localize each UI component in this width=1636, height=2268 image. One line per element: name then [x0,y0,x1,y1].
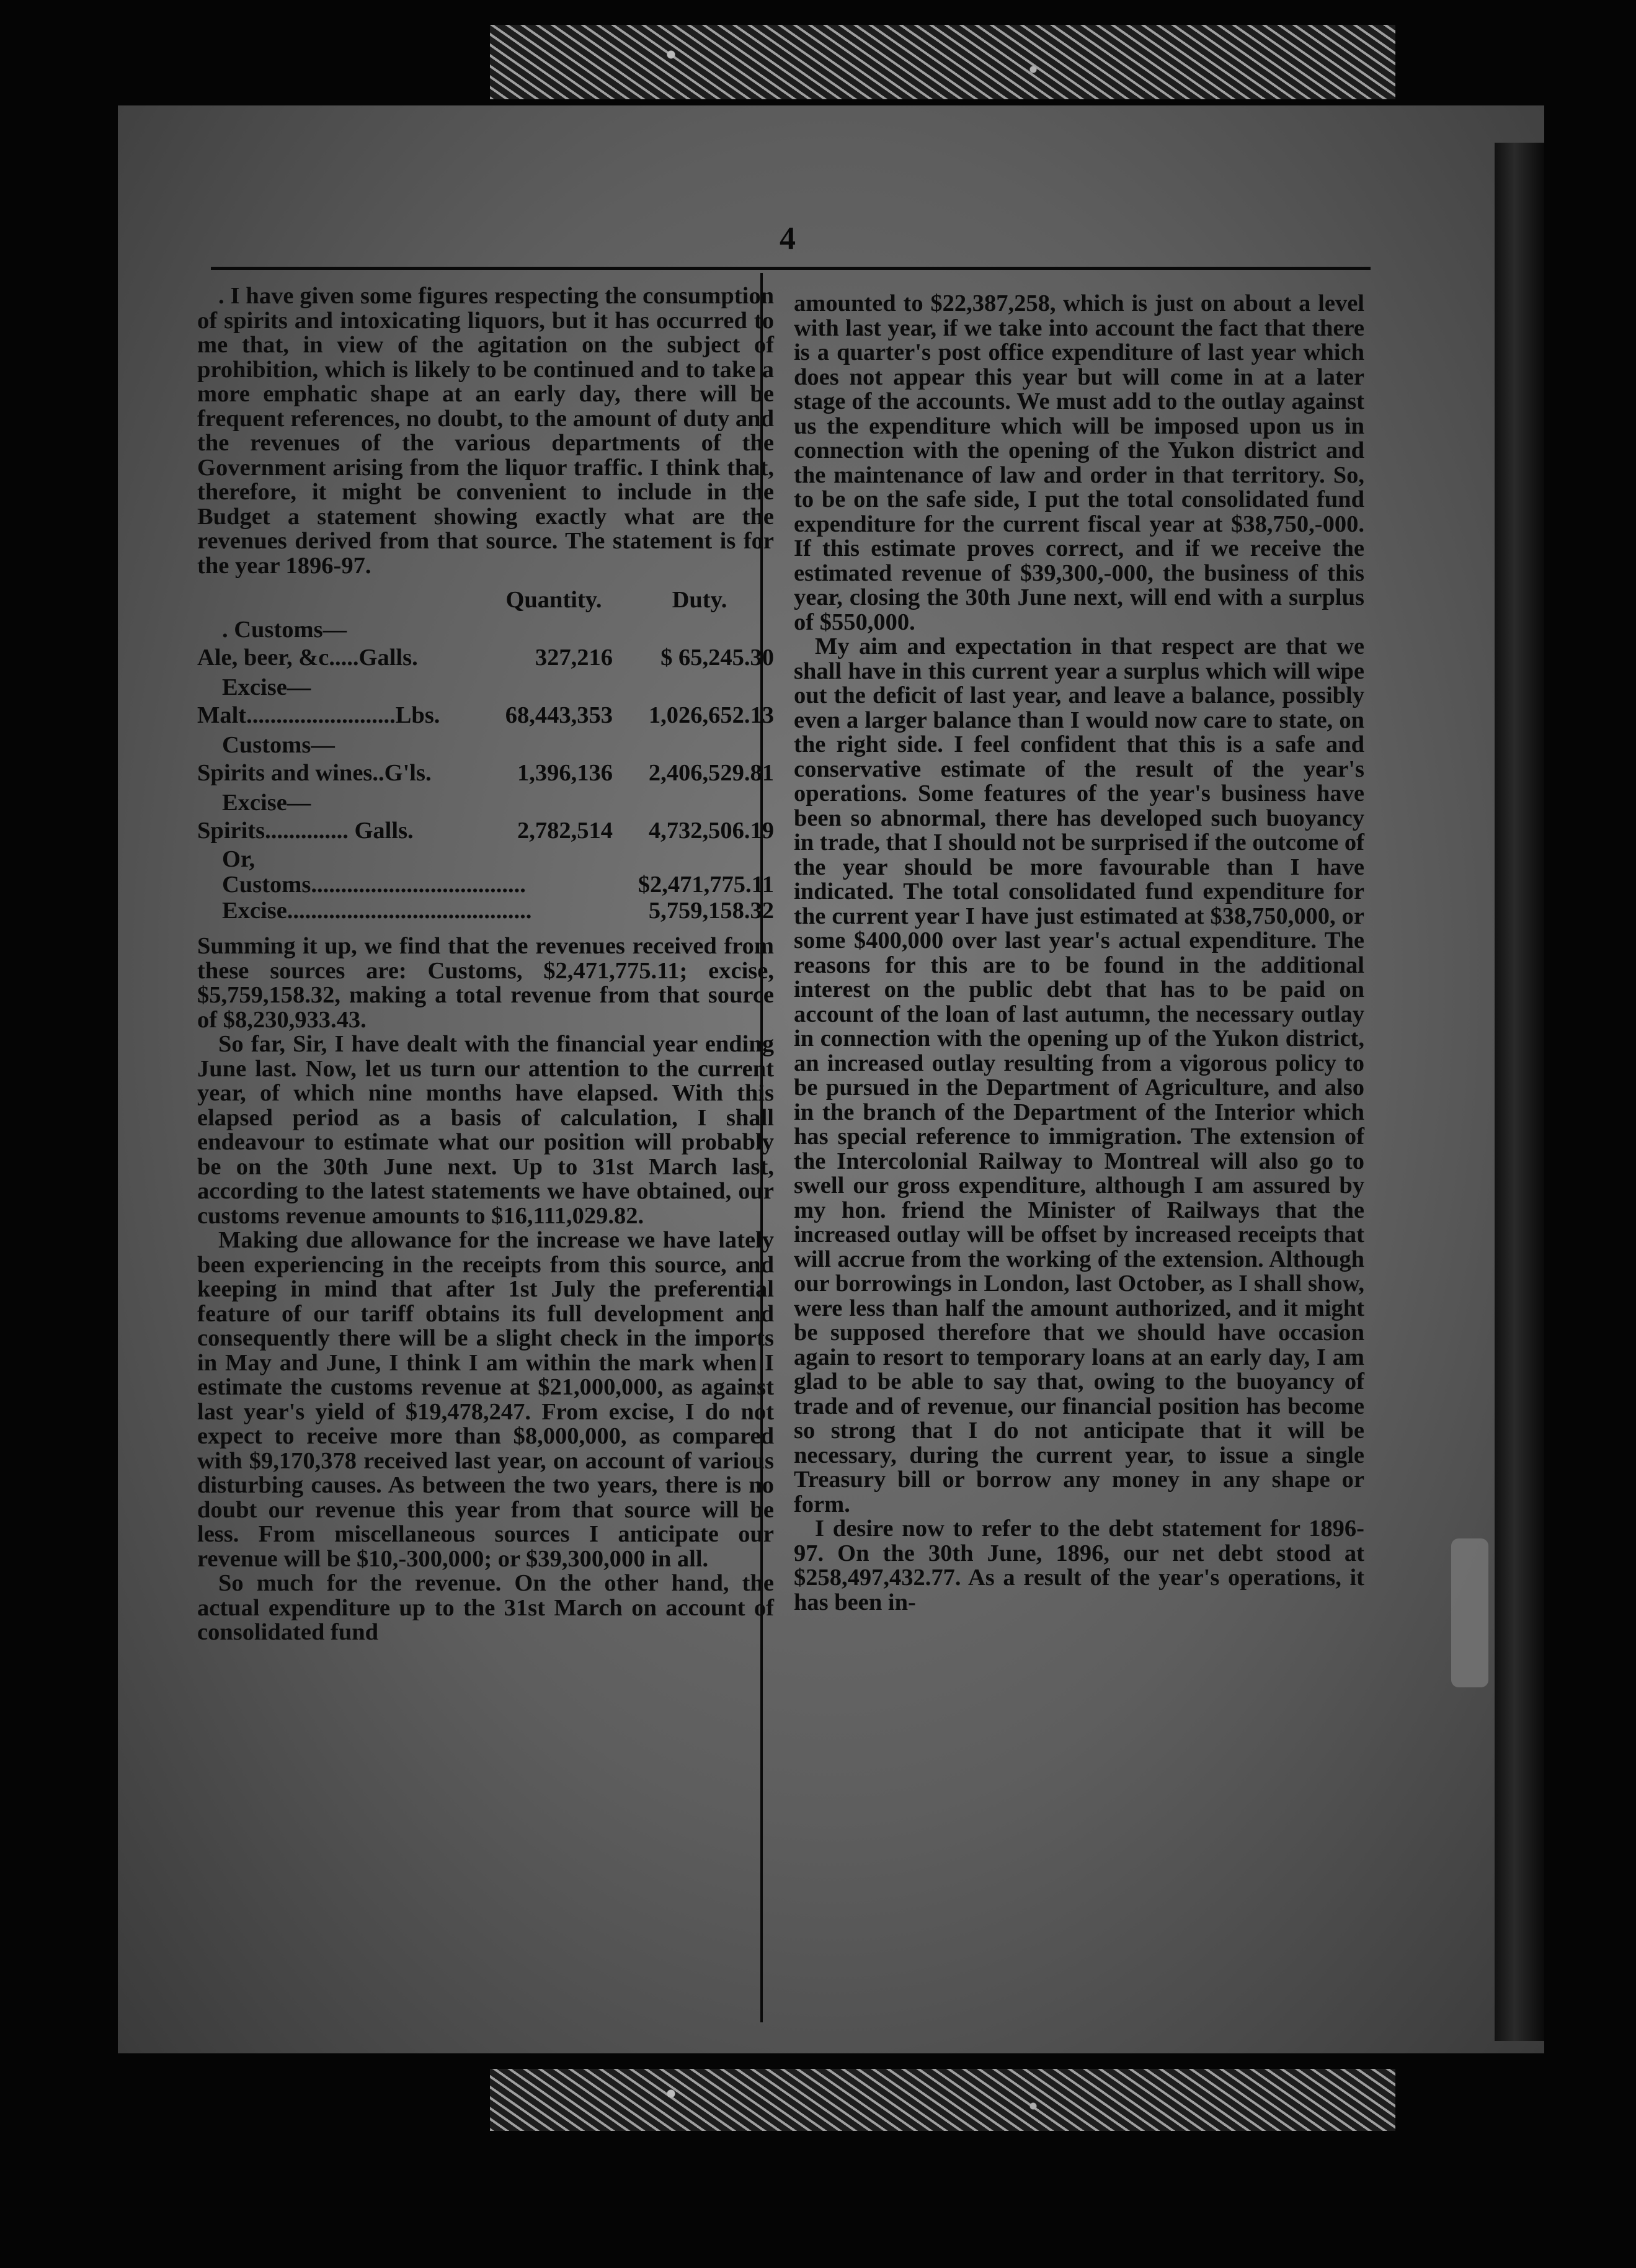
revenue-table [197,588,774,923]
paragraph: My aim and expectation in that respect are that we shall have in this current year a surplus which will wipe out the deficit of last year, and leave a balance, possibly even a larger balance than I would now care to state, on the right side. I feel confident that this is a safe and conservative estimate of the result of the year's operations. Some features of the year's business have been so abnormal, there has developed such buoyancy in trade, that I should not be surprised if the outcome of the year should be more favourable than I have indicated. The total consolidated fund expenditure for the current year I have just estimated at $38,750,000, or some $400,000 over last year's actual expenditure. The reasons for this are to be found in the additional interest on the public debt that has to be paid on account of the loan of last autumn, the necessary outlay in connection with the opening up of the Yukon district, an increased outlay resulting from a vigorous policy to be pursued in the Department of Agriculture, and also in the branch of the Department of the Interior which has special reference to immigration. The extension of the Intercolonial Railway to Montreal will also go to swell our gross expenditure, although I am assured by my hon. friend the Minister of Railways that the increased outlay will be offset by increased receipts that will accrue from the working of the extension. Although our borrowings in London, last October, as I shall show, were less than half the amount authorized, and it might be supposed therefore that we should have occasion again to resort to temporary loans at an early day, I am glad to be able to say that, owing to the buoyancy of trade and of revenue, our financial position has become so strong that I do not anticipate that it will be necessary, during the current year, to issue a single Treasury bill or borrow any money in any shape or form. [794,633,1364,1517]
column-header-quantity: Quantity. [505,587,602,613]
row-item: Malt.........................Lbs. [197,702,440,728]
page-number: 4 [780,221,796,256]
table-category: Excise— [222,674,311,700]
summary-amount: 5,759,158.32 [648,897,774,924]
row-quantity: 68,443,353 [505,702,613,728]
left-column [197,284,774,1645]
table-row [197,703,774,728]
summary-label: Excise......................................... [222,897,532,924]
header-rule [211,267,1371,270]
table-header [197,588,774,613]
table-row [197,761,774,786]
row-item: Spirits and wines..G'ls. [197,760,432,786]
paragraph: amounted to $22,387,258, which is just on about a level with last year, if we take into account the fact that there is a quarter's post office expenditure of last year which does not appear this year but will come in at a later stage of the accounts. We must add to the outlay against us the expenditure which will be imposed upon us in connection with the opening of the Yukon district and the maintenance of law and order in that territory. So, to be on the safe side, I put the total consolidated fund expenditure for the current fiscal year at $38,750,-000. If this estimate proves correct, and if we receive the estimated revenue of $39,300,-000, the business of this year, closing the 30th June next, will end with a surplus of $550,000. [794,290,1364,635]
row-duty: $ 65,245.30 [660,645,774,671]
row-duty: 1,026,652.13 [648,702,774,728]
row-item: Spirits.............. Galls. [197,818,414,844]
summary-amount: $2,471,775.11 [638,872,774,898]
paragraph: Summing it up, we find that the revenues received from these sources are: Customs, $2,471,775.11; excise, $5,759,158.32, making a total revenue from that source of $8,230,933.43. [197,933,774,1033]
column-header-duty: Duty. [672,587,727,613]
table-row [197,819,774,844]
paragraph: So far, Sir, I have dealt with the financial year ending June last. Now, let us turn our attention to the current year, of which nine months have elapsed. With this elapsed period as a basis of calculation, I shall endeavour to estimate what our position will probably be on the 30th June next. Up to 31st March last, according to the latest statements we have obtained, our customs revenue amounts to $16,111,029.82. [197,1031,774,1229]
summary-row [197,899,774,924]
binding-clip [1451,1538,1488,1687]
summary-label: Customs.................................... [222,872,526,898]
or-label: Or, [222,846,256,872]
bottom-decorative-border [490,2069,1395,2131]
row-quantity: 327,216 [535,645,613,671]
top-decorative-border [490,25,1395,99]
table-row [197,646,774,671]
row-duty: 2,406,529.81 [648,760,774,786]
table-category: . Customs— [222,616,347,643]
paragraph: Making due allowance for the increase we have lately been experiencing in the receipts from this source, and keeping in mind that after 1st July the preferential feature of our tariff obtains its full development and consequently there will be a slight check in the imports in May and June, I think I am within the mark when I estimate the customs revenue at $21,000,000, as against last year's yield of $19,478,247. From excise, I do not expect to receive more than $8,000,000, as compared with $9,170,378 received last year, on account of various disturbing causes. As between the two years, there is no doubt our revenue this year from that source will be less. From miscellaneous sources I anticipate our revenue will be $10,-300,000; or $39,300,000 in all. [197,1227,774,1572]
binding-spine [1495,143,1544,2041]
table-category: Excise— [222,789,311,816]
row-duty: 4,732,506.19 [648,818,774,844]
table-category: Customs— [222,731,335,758]
paragraph: I desire now to refer to the debt statement for 1896-97. On the 30th June, 1896, our net debt stood at $258,497,432.77. As a result of the year's operations, it has been in- [794,1516,1364,1615]
summary-row [197,873,774,898]
row-quantity: 1,396,136 [517,760,613,786]
paragraph: So much for the revenue. On the other hand, the actual expenditure up to the 31st March on account of consolidated fund [197,1570,774,1645]
row-item: Ale, beer, &c.....Galls. [197,645,418,671]
row-quantity: 2,782,514 [517,818,613,844]
paragraph: . I have given some figures respecting the consumption of spirits and intoxicating liquors, but it has occurred to me that, in view of the agitation on the subject of prohibition, which is likely to be continued and to take a more emphatic shape at an early day, there will be frequent references, no doubt, to the amount of duty and the revenues of the various departments of the Government arising from the liquor traffic. I think that, therefore, it might be convenient to include in the Budget a statement showing exactly what are the revenues derived from that source. The statement is for the year 1896-97. [197,283,774,579]
right-column [794,292,1364,1615]
